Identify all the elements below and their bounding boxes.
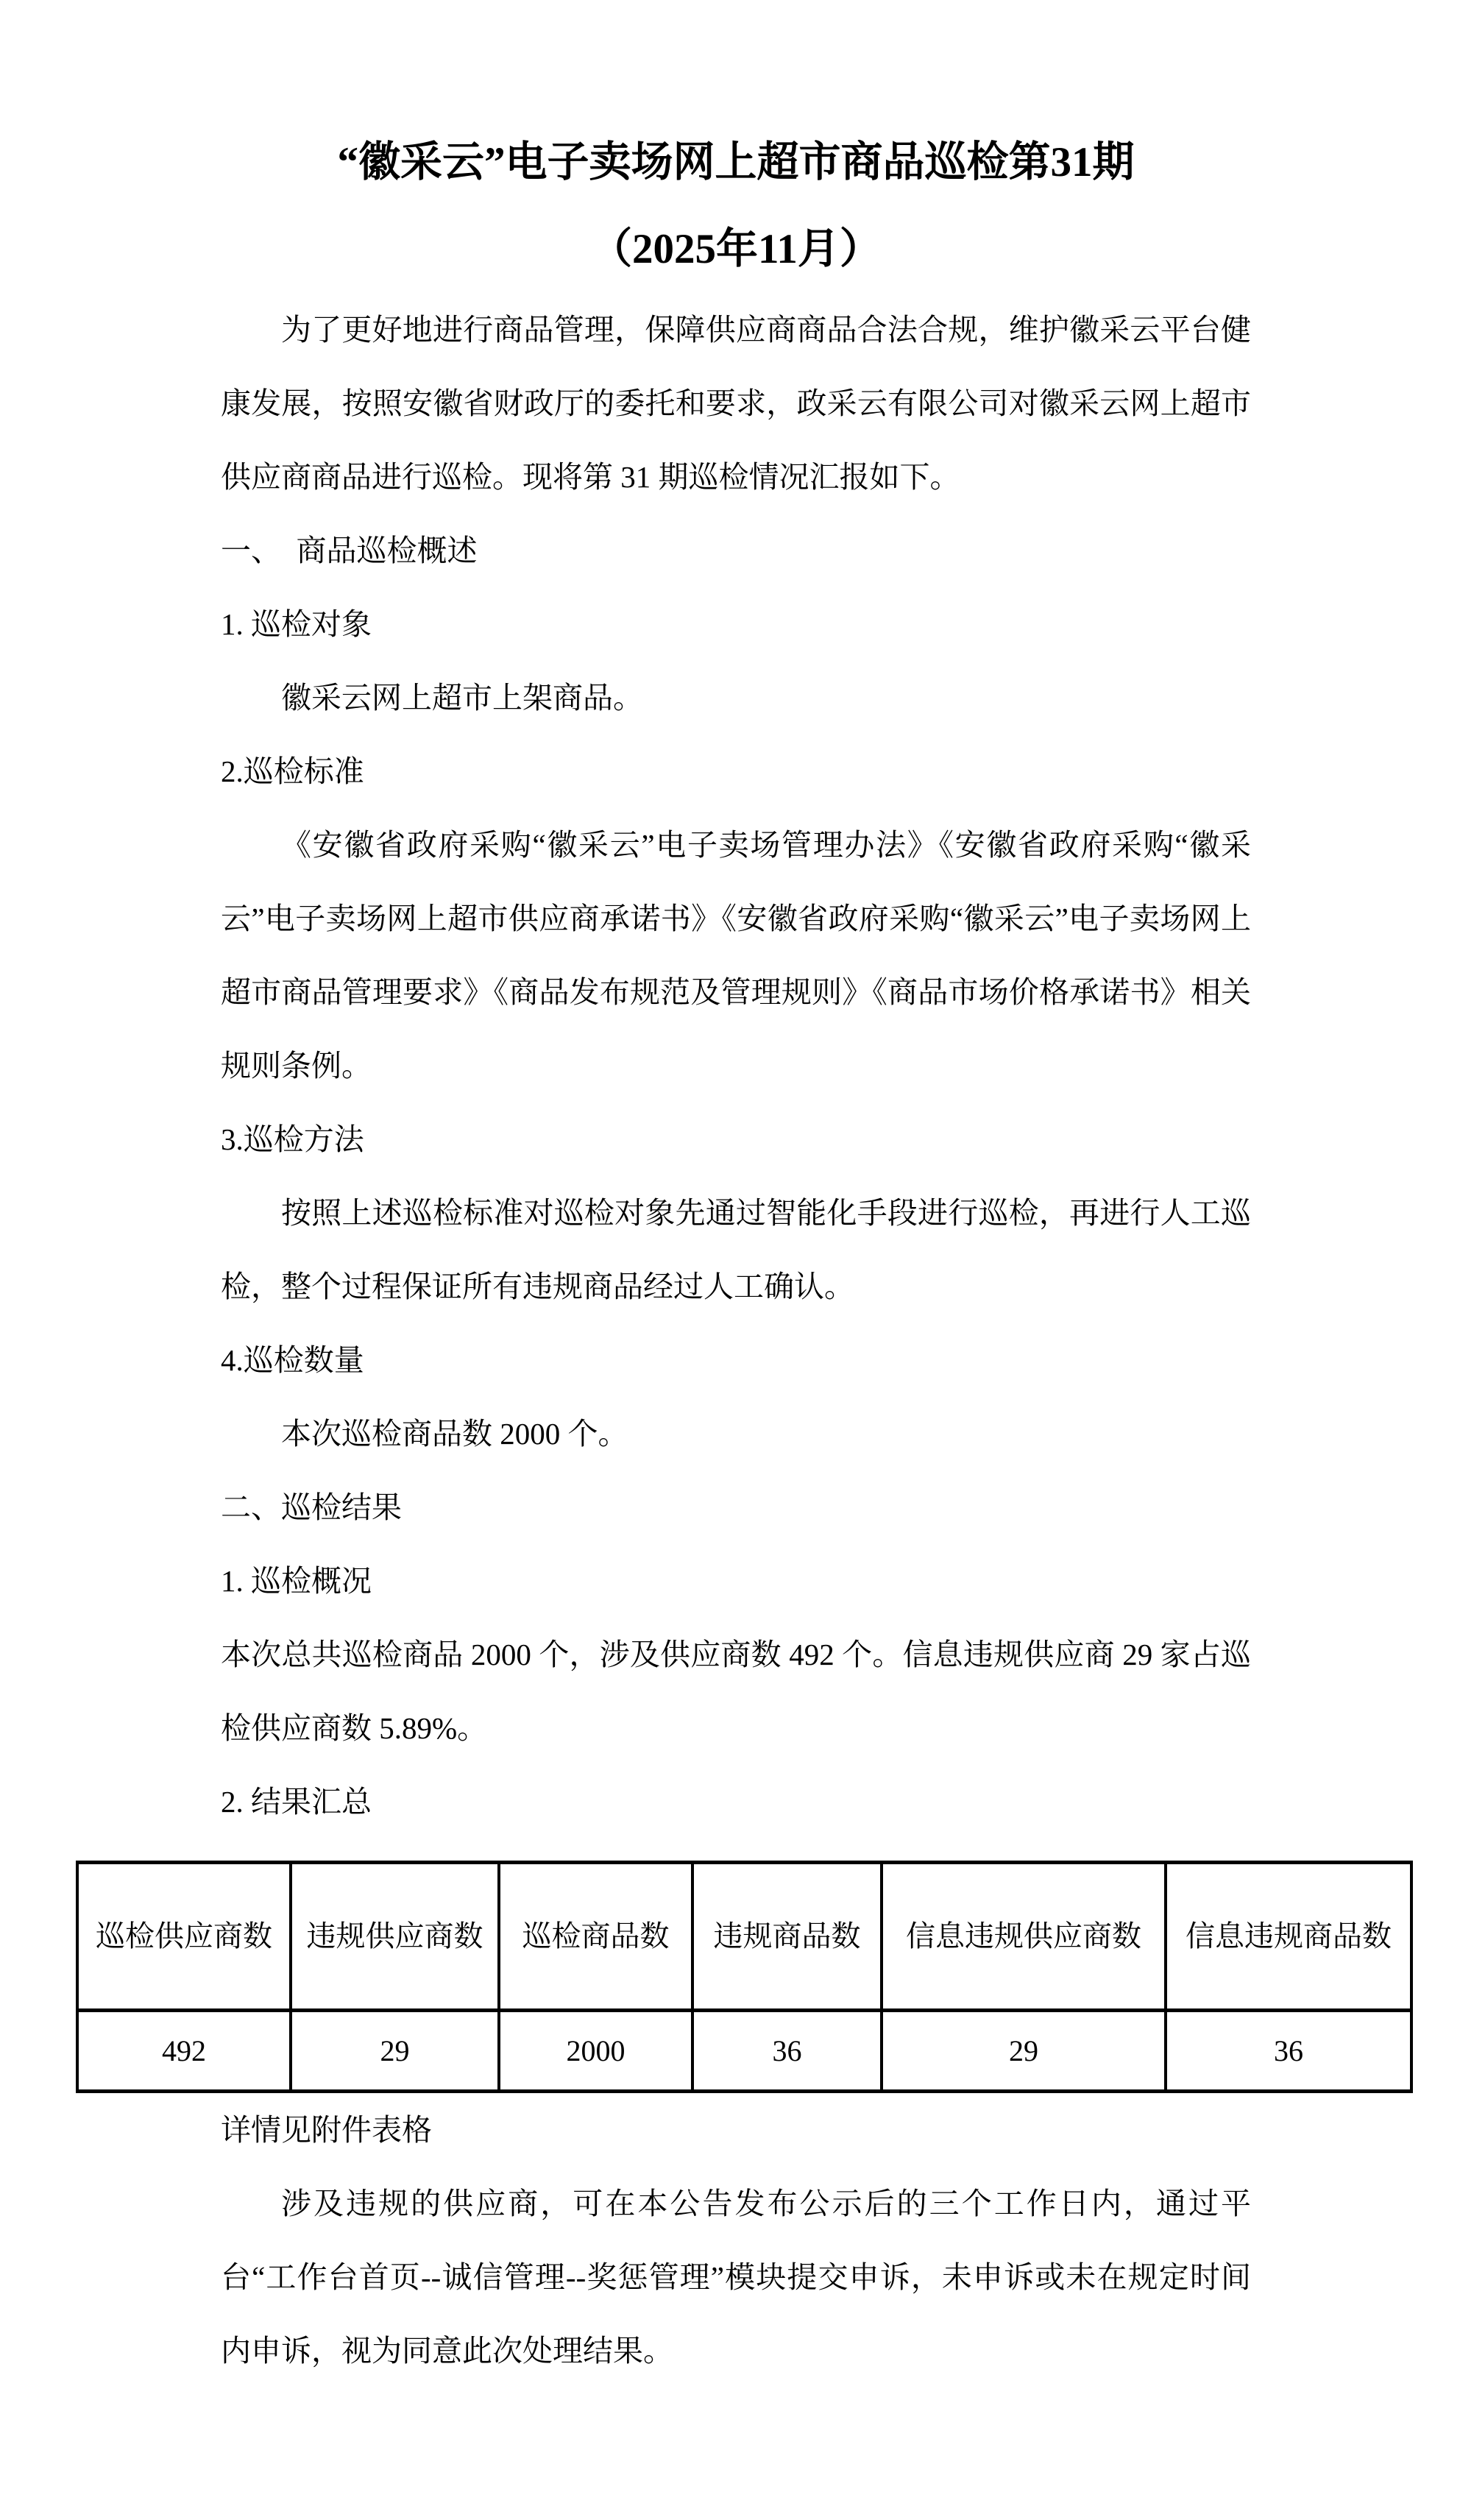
subheading-result-overview: 1. 巡检概况 [221,1564,372,1598]
paragraph-inspection-quantity: 本次巡检商品数 2000 个。 [281,1417,628,1451]
value-inspected-products: 2000 [499,2011,692,2092]
subheading-inspection-target: 1. 巡检对象 [221,607,372,641]
document-title-line2: （2025年11月） [590,226,882,272]
note-see-attachment: 详情见附件表格 [221,2113,432,2147]
summary-table-header-row [77,1863,1411,2011]
heading-section-2: 二、巡检结果 [221,1490,402,1524]
header-violating-products: 违规商品数 [692,1863,882,2011]
summary-table-value-row [77,2011,1411,2092]
subheading-result-summary: 2. 结果汇总 [221,1785,372,1819]
header-info-violating-suppliers: 信息违规供应商数 [882,1863,1166,2011]
paragraph-inspection-method: 按照上述巡检标准对巡检对象先通过智能化手段进行巡检，再进行人工巡检，整个过程保证所有违规商品经过人工确认。 [221,1196,1251,1303]
header-violating-suppliers: 违规供应商数 [291,1863,499,2011]
value-inspected-suppliers: 492 [77,2011,291,2092]
header-inspected-products: 巡检商品数 [499,1863,692,2011]
subheading-inspection-method: 3.巡检方法 [221,1122,364,1156]
document-title [221,119,1251,293]
paragraph-intro: 为了更好地进行商品管理，保障供应商商品合法合规，维护徽采云平台健康发展，按照安徽省财政厅的委托和要求，政采云有限公司对徽采云网上超市供应商商品进行巡检。现将第 31 期巡检情况汇报如下。 [221,313,1251,494]
paragraph-appeal: 涉及违规的供应商，可在本公告发布公示后的三个工作日内，通过平台“工作台首页--诚信管理--奖惩管理”模块提交申诉，未申诉或未在规定时间内申诉，视为同意此次处理结果。 [221,2187,1251,2368]
document-title-line1: “徽采云”电子卖场网上超市商品巡检第31期 [337,139,1135,185]
value-info-violating-products: 36 [1166,2011,1411,2092]
paragraph-result-overview: 本次总共巡检商品 2000 个，涉及供应商数 492 个。信息违规供应商 29 家占巡检供应商数 5.89%。 [221,1638,1251,1745]
document-body [96,293,1392,2388]
value-violating-products: 36 [692,2011,882,2092]
paragraph-inspection-standard: 《安徽省政府采购“徽采云”电子卖场管理办法》《安徽省政府采购“徽采云”电子卖场网上超市供应商承诺书》《安徽省政府采购“徽采云”电子卖场网上超市商品管理要求》《商品发布规范及管理规则》《商品市场价格承诺书》相关规则条例。 [221,828,1251,1083]
heading-section-1: 一、 商品巡检概述 [221,534,478,567]
subheading-inspection-standard: 2.巡检标准 [221,754,364,788]
paragraph-inspection-target: 徽采云网上超市上架商品。 [281,681,643,715]
header-info-violating-products: 信息违规商品数 [1166,1863,1411,2011]
header-inspected-suppliers: 巡检供应商数 [77,1863,291,2011]
value-violating-suppliers: 29 [291,2011,499,2092]
summary-table [76,1861,1413,2093]
subheading-inspection-quantity: 4.巡检数量 [221,1343,364,1377]
value-info-violating-suppliers: 29 [882,2011,1166,2092]
